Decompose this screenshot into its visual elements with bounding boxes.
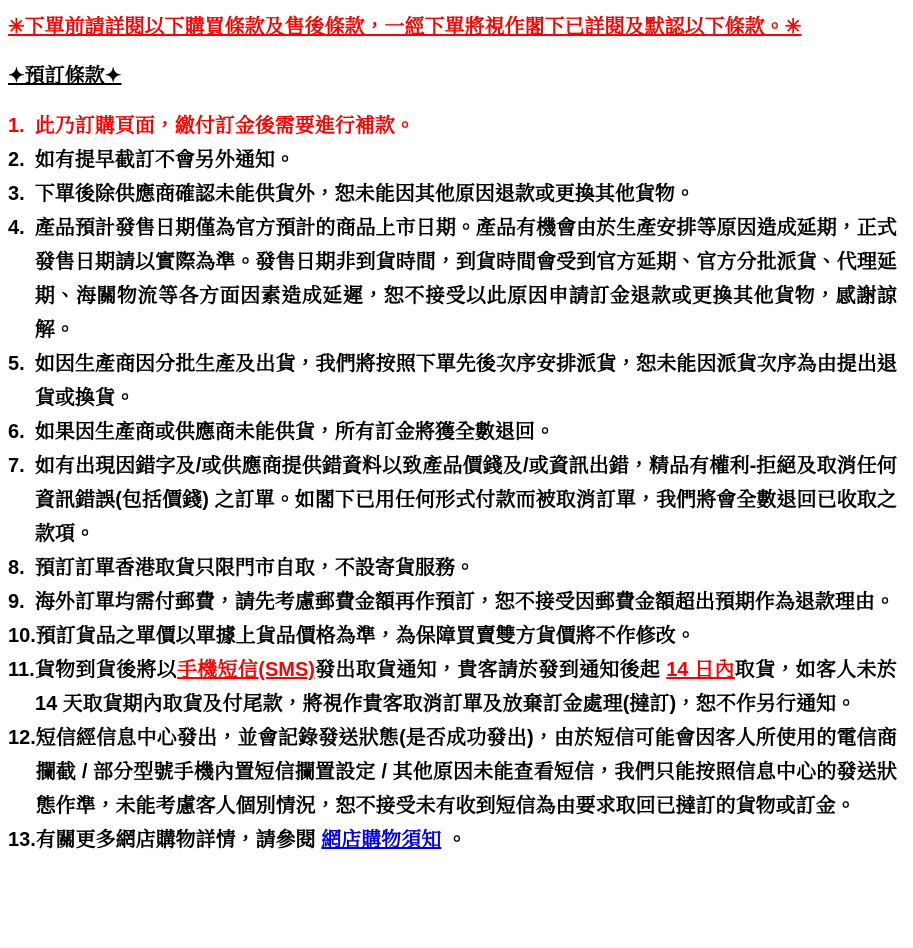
text-segment: 手機短信(SMS) xyxy=(177,659,315,681)
item-number: 3. xyxy=(8,183,25,205)
text-segment: 貨物到貨後將以 xyxy=(35,659,178,681)
item-number: 6. xyxy=(8,421,25,443)
item-text xyxy=(35,449,897,551)
item-number: 11. xyxy=(8,659,35,681)
text-segment: 取貨，如客人未於 14 天取貨期內取貨及付尾款，將視作貴客取消訂單及放棄訂金處理(撻訂)，恕不作另行通知。 xyxy=(35,659,897,715)
item-text xyxy=(35,551,897,585)
list-item xyxy=(8,109,897,143)
item-text xyxy=(35,143,897,177)
list-item xyxy=(8,653,897,721)
pre-order-warning-notice: ✳下單前請詳閱以下購買條款及售後條款，一經下單將視作閣下已詳閱及默認以下條款。✳ xyxy=(8,16,802,38)
list-item xyxy=(8,551,897,585)
item-text xyxy=(36,721,897,823)
text-segment: 如因生產商因分批生產及出貨，我們將按照下單先後次序安排派貨，恕未能因派貨次序為由提出退貨或換貨。 xyxy=(35,353,897,409)
text-segment: 產品預計發售日期僅為官方預計的商品上市日期。產品有機會由於生產安排等原因造成延期，正式發售日期請以實際為準。發售日期非到貨時間，到貨時間會受到官方延期、官方分批派貨、代理延期、海關物流等各方面因素造成延遲，恕不接受以此原因申請訂金退款或更換其他貨物，感謝諒解。 xyxy=(35,217,897,341)
text-segment: 14 日內 xyxy=(666,659,735,681)
text-segment: 此乃訂購頁面，繳付訂金後需要進行補款。 xyxy=(35,115,415,137)
section-title: ✦預訂條款✦ xyxy=(8,65,122,87)
item-text xyxy=(35,415,897,449)
text-segment: 海外訂單均需付郵費，請先考慮郵費金額再作預訂，恕不接受因郵費金額超出預期作為退款理由。 xyxy=(35,591,895,613)
text-segment: 預訂訂單香港取貨只限門市自取，不設寄貨服務。 xyxy=(35,557,475,579)
text-segment: 。 xyxy=(441,829,467,851)
text-segment: 如有出現因錯字及/或供應商提供錯資料以致產品價錢及/或資訊出錯，精品有權利-拒絕及取消任何資訊錯誤(包括價錢) 之訂單。如閣下已用任何形式付款而被取消訂單，我們將會全數退回已收取之款項。 xyxy=(35,455,897,545)
list-item xyxy=(8,585,897,619)
item-text xyxy=(35,585,897,619)
terms-list xyxy=(8,109,897,857)
item-text xyxy=(35,653,897,721)
item-number: 10. xyxy=(8,625,36,647)
item-text xyxy=(36,823,897,857)
list-item xyxy=(8,619,897,653)
list-item xyxy=(8,143,897,177)
item-number: 9. xyxy=(8,591,25,613)
text-segment: 有關更多網店購物詳情，請參閱 xyxy=(35,829,322,851)
text-segment: 短信經信息中心發出，並會記錄發送狀態(是否成功發出)，由於短信可能會因客人所使用的電信商攔截 / 部分型號手機內置短信攔置設定 / 其他原因未能查看短信，我們只能按照信息中心的發送狀態作準，未能考慮客人個別情況，恕不接受未有收到短信為由要求取回已撻訂的貨物或訂金。 xyxy=(35,727,897,817)
list-item xyxy=(8,347,897,415)
item-number: 8. xyxy=(8,557,25,579)
item-number: 1. xyxy=(8,115,25,137)
item-text xyxy=(35,211,897,347)
text-segment: 發出取貨通知，貴客請於發到通知後起 xyxy=(314,659,667,681)
list-item xyxy=(8,449,897,551)
item-number: 7. xyxy=(8,455,25,477)
item-number: 12. xyxy=(8,727,36,749)
item-text xyxy=(36,619,897,653)
list-item xyxy=(8,415,897,449)
text-segment: 下單後除供應商確認未能供貨外，恕未能因其他原因退款或更換其他貨物。 xyxy=(35,183,695,205)
text-segment: 如果因生產商或供應商未能供貨，所有訂金將獲全數退回。 xyxy=(35,421,555,443)
text-segment: 如有提早截訂不會另外通知。 xyxy=(35,149,295,171)
item-number: 13. xyxy=(8,829,36,851)
item-text xyxy=(35,177,897,211)
list-item xyxy=(8,177,897,211)
list-item xyxy=(8,823,897,857)
item-number: 2. xyxy=(8,149,25,171)
item-text xyxy=(35,347,897,415)
list-item xyxy=(8,211,897,347)
item-number: 5. xyxy=(8,353,25,375)
store-shopping-guide-link[interactable]: 網店購物須知 xyxy=(321,829,442,851)
item-text xyxy=(35,109,897,143)
text-segment: 預訂貨品之單價以單據上貨品價格為準，為保障買賣雙方貨價將不作修改。 xyxy=(35,625,696,647)
section-title-wrap xyxy=(8,59,897,93)
list-item xyxy=(8,721,897,823)
item-number: 4. xyxy=(8,217,25,239)
